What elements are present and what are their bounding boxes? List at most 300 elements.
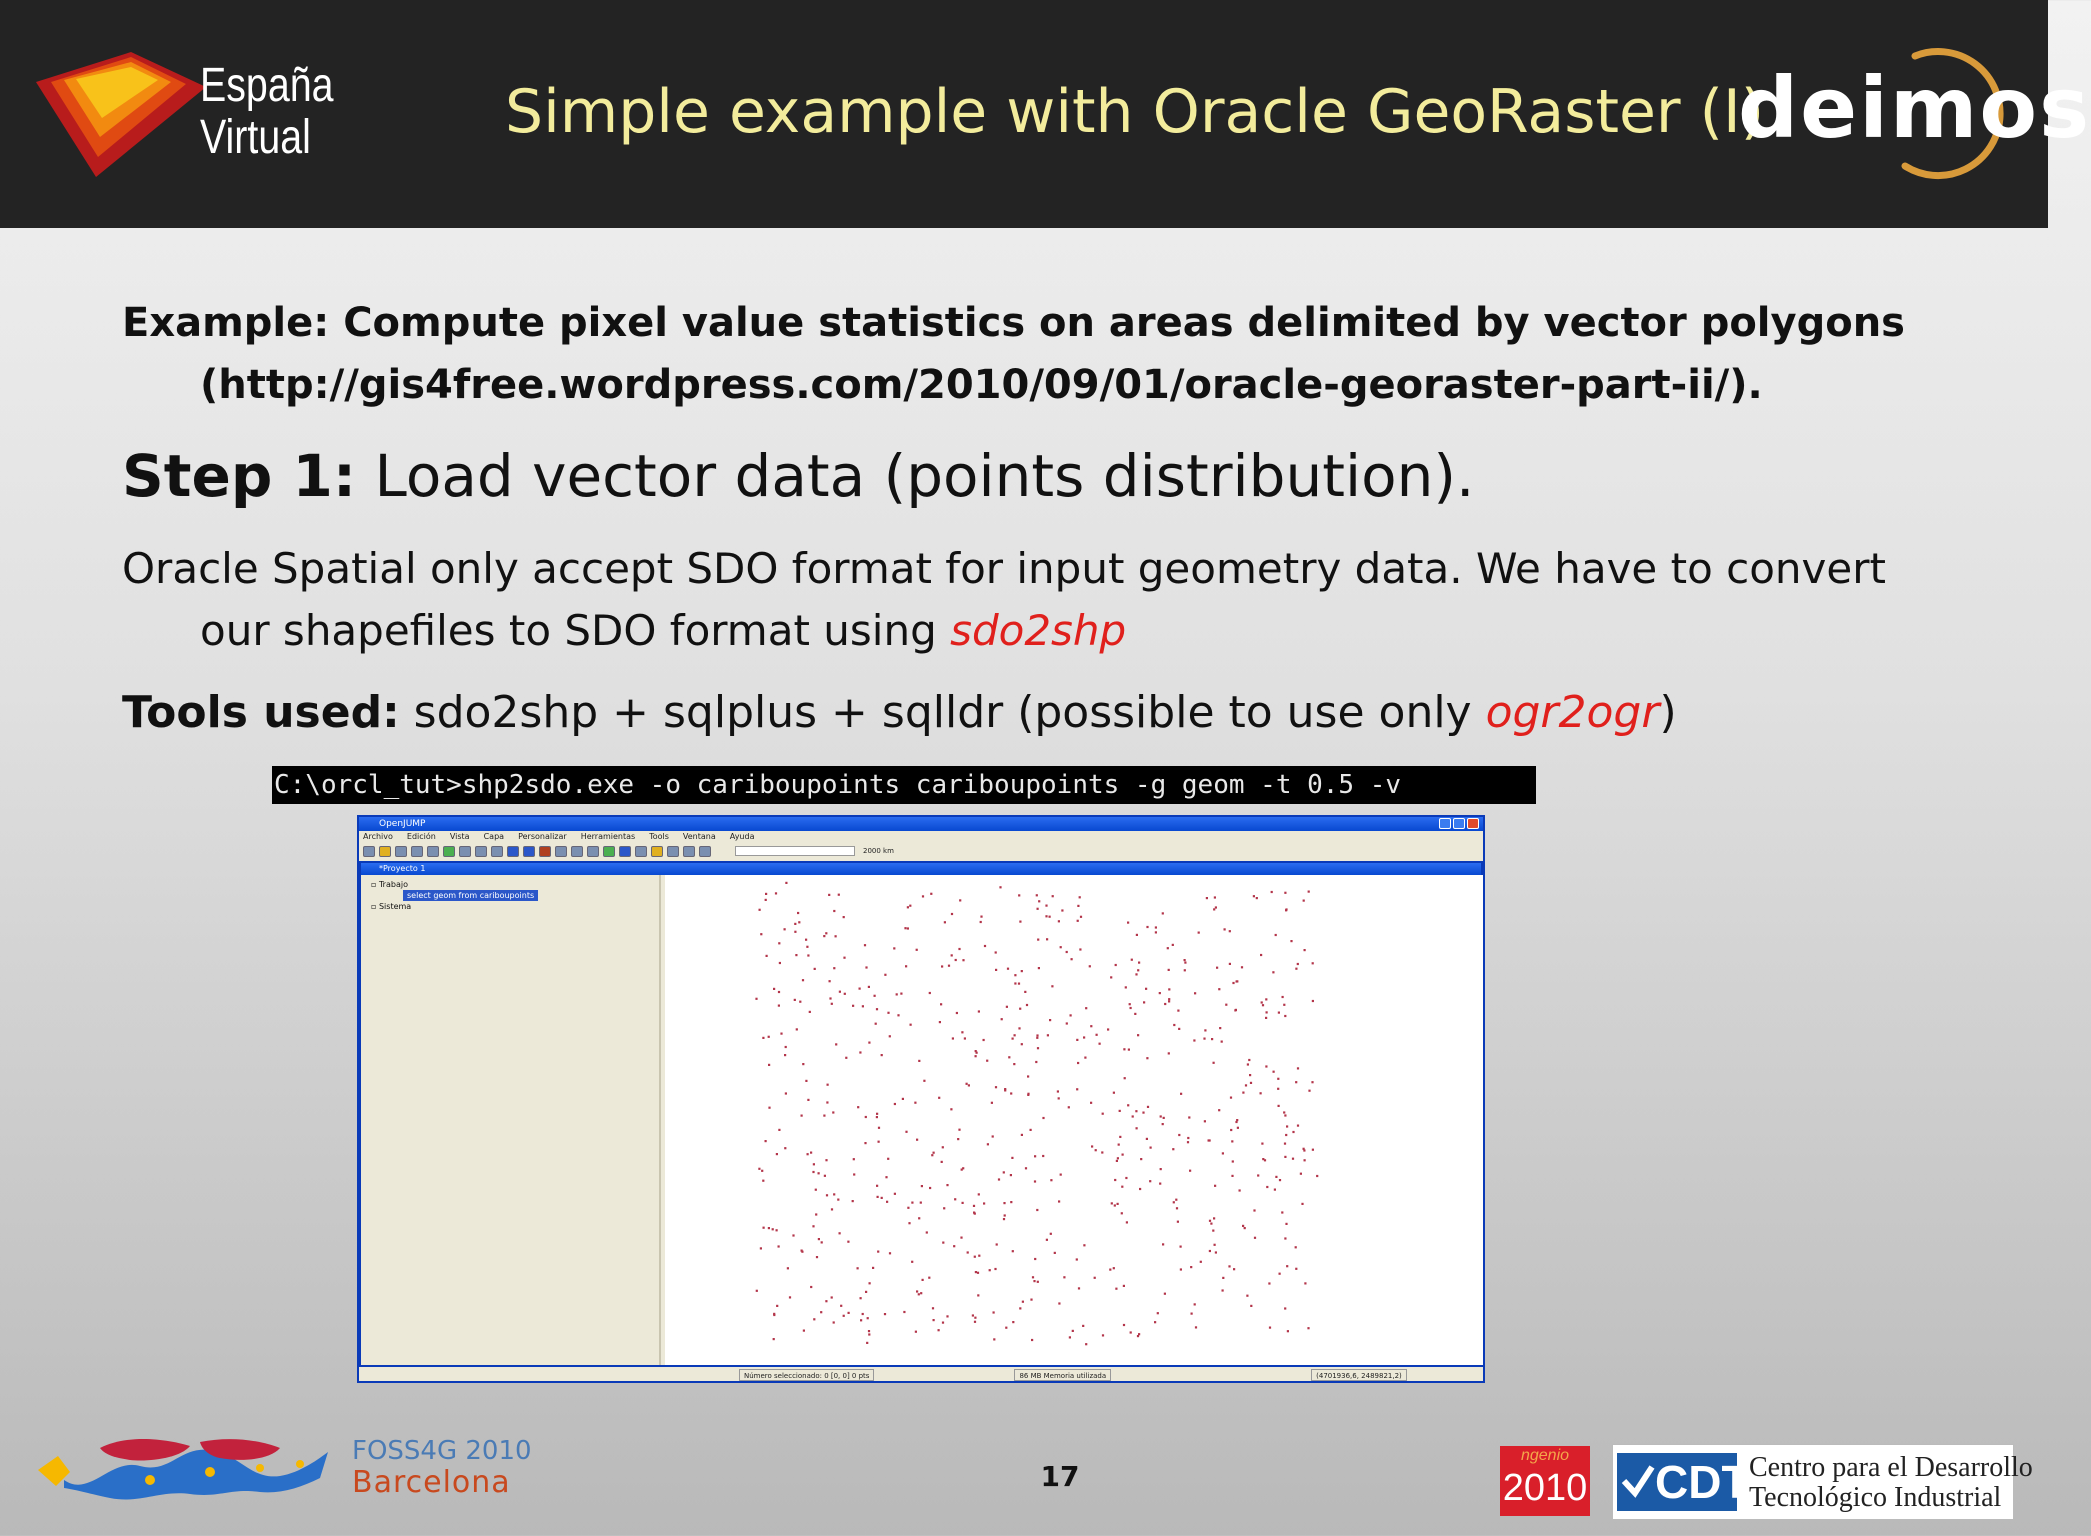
map-point: [962, 1167, 964, 1169]
map-point: [868, 1333, 870, 1335]
map-point: [959, 899, 961, 901]
map-point: [1058, 920, 1060, 922]
zoom-out-icon[interactable]: [475, 846, 487, 857]
map-point: [785, 882, 787, 884]
map-point: [833, 1321, 835, 1323]
page-number: 17: [1040, 1460, 1080, 1493]
tools-label: Tools used:: [122, 687, 400, 738]
map-point: [894, 1193, 896, 1195]
map-point: [1030, 1299, 1032, 1301]
undo-icon[interactable]: [667, 846, 679, 857]
map-point: [1279, 1273, 1281, 1275]
map-point: [1253, 1209, 1255, 1211]
map-point: [848, 1312, 850, 1314]
map-point: [1316, 1175, 1318, 1177]
map-point: [1119, 1110, 1121, 1112]
map-point: [1058, 1200, 1060, 1202]
save-icon[interactable]: [395, 846, 407, 857]
map-point: [1037, 908, 1039, 910]
map-point: [983, 1039, 985, 1041]
map-point: [1127, 1104, 1129, 1106]
map-point: [1090, 1025, 1092, 1027]
frame-icon[interactable]: [699, 846, 711, 857]
map-point: [1157, 1312, 1159, 1314]
tree-layer-selected[interactable]: select geom from cariboupoints: [403, 890, 538, 901]
map-point: [1030, 1129, 1032, 1131]
map-point: [1229, 930, 1231, 932]
map-point: [1237, 1127, 1239, 1129]
map-point: [833, 910, 835, 912]
map-point: [1042, 1117, 1044, 1119]
map-point: [943, 1207, 945, 1209]
map-point: [1206, 897, 1208, 899]
map-point: [1212, 1230, 1214, 1232]
map-point: [1139, 1188, 1141, 1190]
map-point: [780, 1033, 782, 1035]
zoom-icon[interactable]: [411, 846, 423, 857]
map-point: [946, 1184, 948, 1186]
map-point: [1190, 1266, 1192, 1268]
map-point: [1107, 1028, 1109, 1030]
map-point: [1273, 1071, 1275, 1073]
map-point: [1008, 1056, 1010, 1058]
map-point: [1076, 1039, 1078, 1041]
map-point: [852, 1005, 854, 1007]
map-point: [1295, 1246, 1297, 1248]
measure-icon[interactable]: [651, 846, 663, 857]
map-point: [1007, 968, 1009, 970]
tree-category-sistema-label: Sistema: [378, 902, 412, 911]
zoom-in-icon[interactable]: [459, 846, 471, 857]
map-point: [1113, 1267, 1115, 1269]
map-point: [1269, 1327, 1271, 1329]
map-point: [1034, 1258, 1036, 1260]
map-point: [1208, 1139, 1210, 1141]
map-point: [978, 1010, 980, 1012]
forward-icon[interactable]: [523, 846, 535, 857]
map-point: [1126, 1221, 1128, 1223]
tools-paragraph: [122, 682, 1942, 744]
map-point: [1076, 1258, 1078, 1260]
map-point: [1060, 1174, 1062, 1176]
map-point: [1180, 1093, 1182, 1095]
map-point: [1038, 900, 1040, 902]
map-point: [1037, 1047, 1039, 1049]
map-point: [1242, 1225, 1244, 1227]
map-point: [758, 1168, 760, 1170]
map-point: [1187, 1141, 1189, 1143]
map-point: [1089, 965, 1091, 967]
map-point: [778, 1005, 780, 1007]
map-point: [1173, 1201, 1175, 1203]
map-point: [1303, 900, 1305, 902]
grid-icon[interactable]: [555, 846, 567, 857]
map-point: [1162, 1123, 1164, 1125]
map-point: [1012, 1321, 1014, 1323]
map-point: [1058, 1302, 1060, 1304]
new-icon[interactable]: [363, 846, 375, 857]
map-point: [1187, 1137, 1189, 1139]
map-point: [933, 1152, 935, 1154]
map-point: [1180, 1268, 1182, 1270]
map-point: [784, 1054, 786, 1056]
map-point: [884, 1313, 886, 1315]
map-point: [885, 1176, 887, 1178]
map-point: [845, 1057, 847, 1059]
map-point: [942, 1146, 944, 1148]
map-canvas[interactable]: [665, 875, 1483, 1365]
menu-vista[interactable]: Vista: [449, 832, 470, 841]
map-point: [1193, 1039, 1195, 1041]
map-point: [952, 1037, 954, 1039]
ingenio-2010-logo: [1500, 1446, 1590, 1516]
map-point: [835, 1043, 837, 1045]
map-point: [1003, 1171, 1005, 1173]
map-point: [1096, 1034, 1098, 1036]
menu-tools[interactable]: Tools: [649, 832, 669, 841]
map-point: [1274, 1189, 1276, 1191]
redo-icon[interactable]: [683, 846, 695, 857]
map-point: [1014, 1034, 1016, 1036]
layer-tree: [361, 875, 661, 1365]
map-point: [794, 923, 796, 925]
command-line: C:\orcl_tut>shp2sdo.exe -o cariboupoints cariboupoints -g geom -t 0.5 -v: [272, 766, 1536, 804]
map-point: [1284, 1015, 1286, 1017]
map-point: [839, 1232, 841, 1234]
map-point: [1266, 1186, 1268, 1188]
map-point: [1037, 1281, 1039, 1283]
project-title: *Proyecto 1: [361, 863, 1481, 875]
example-link: (http://gis4free.wordpress.com/2010/09/01/oracle-georaster-part-ii/).: [200, 362, 1763, 408]
menu-herramientas[interactable]: Herramientas: [580, 832, 636, 841]
map-point: [1006, 1006, 1008, 1008]
map-point: [1246, 1295, 1248, 1297]
map-point: [831, 1003, 833, 1005]
map-point: [1231, 1175, 1233, 1177]
map-point: [1245, 1084, 1247, 1086]
cdti-mark: CDTI: [1617, 1453, 1737, 1511]
map-point: [1176, 1207, 1178, 1209]
tree-category-trabajo[interactable]: ▫ Trabajo: [371, 880, 408, 889]
status-selected: Número seleccionado: 0 [0, 0] 0 pts: [739, 1369, 874, 1381]
map-point: [930, 893, 932, 895]
map-point: [1038, 967, 1040, 969]
map-point: [1232, 1160, 1234, 1162]
map-point: [1114, 1204, 1116, 1206]
status-coords: (4701936,6, 2489821,2): [1311, 1369, 1407, 1381]
map-point: [1025, 1167, 1027, 1169]
map-point: [843, 1315, 845, 1317]
map-point: [864, 944, 866, 946]
map-point: [1191, 1313, 1193, 1315]
map-point: [785, 1046, 787, 1048]
map-point: [779, 962, 781, 964]
map-point: [868, 1330, 870, 1332]
map-point: [840, 1305, 842, 1307]
map-point: [1018, 894, 1020, 896]
map-point: [784, 928, 786, 930]
map-point: [914, 1102, 916, 1104]
map-point: [1256, 897, 1258, 899]
map-point: [964, 1037, 966, 1039]
menu-ayuda[interactable]: Ayuda: [729, 832, 755, 841]
menu-capa[interactable]: Capa: [483, 832, 505, 841]
map-point: [1214, 1244, 1216, 1246]
map-point: [1032, 1276, 1034, 1278]
map-point: [946, 1315, 948, 1317]
map-point: [948, 965, 950, 967]
espana-virtual-wordmark: [200, 59, 334, 164]
map-point: [1222, 1289, 1224, 1291]
map-point: [833, 967, 835, 969]
select-icon[interactable]: [571, 846, 583, 857]
map-point: [857, 1267, 859, 1269]
map-point: [792, 1234, 794, 1236]
map-point: [886, 1201, 888, 1203]
map-point: [865, 1291, 867, 1293]
map-point: [1303, 1149, 1305, 1151]
map-point: [1284, 1143, 1286, 1145]
map-point: [773, 988, 775, 990]
map-point: [941, 965, 943, 967]
map-point: [958, 1129, 960, 1131]
slide-title: Simple example with Oracle GeoRaster (I): [505, 77, 1765, 147]
scale-label: 2000 km: [863, 847, 894, 855]
globe-icon[interactable]: [443, 846, 455, 857]
map-point: [1109, 1269, 1111, 1271]
info-icon[interactable]: [619, 846, 631, 857]
map-point: [1001, 1018, 1003, 1020]
close-button[interactable]: [1467, 818, 1479, 829]
map-point: [1027, 1075, 1029, 1077]
map-point: [1198, 932, 1200, 934]
slide-header: [0, 0, 2091, 228]
map-point: [1021, 1134, 1023, 1136]
map-point: [1163, 1117, 1165, 1119]
espana-virtual-logo-icon: [36, 52, 206, 177]
map-point: [778, 1245, 780, 1247]
maximize-button[interactable]: [1453, 818, 1465, 829]
toolbar: [359, 843, 1483, 859]
map-point: [1277, 1078, 1279, 1080]
map-point: [1200, 1261, 1202, 1263]
map-point: [1262, 1004, 1264, 1006]
logo-text-line2: Virtual: [200, 111, 311, 164]
map-point: [1111, 1202, 1113, 1204]
map-point: [1078, 1287, 1080, 1289]
map-point: [942, 1242, 944, 1244]
map-point: [773, 1313, 775, 1315]
map-point: [918, 1293, 920, 1295]
oracle-line2: [122, 600, 1942, 662]
map-point: [916, 949, 918, 951]
map-point: [1278, 1105, 1280, 1107]
map-point: [1254, 1237, 1256, 1239]
map-point: [977, 1294, 979, 1296]
map-point: [1228, 1265, 1230, 1267]
map-point: [821, 1241, 823, 1243]
map-point: [1168, 1052, 1170, 1054]
map-point: [1117, 1203, 1119, 1205]
map-point: [1285, 1134, 1287, 1136]
map-point: [1248, 1059, 1250, 1061]
map-point: [1215, 906, 1217, 908]
map-point: [1147, 1106, 1149, 1108]
map-point: [926, 1231, 928, 1233]
map-point: [1150, 1147, 1152, 1149]
map-point: [975, 1055, 977, 1057]
map-point: [1099, 1043, 1101, 1045]
map-point: [843, 957, 845, 959]
tree-category-sistema[interactable]: ▫ Sistema: [371, 902, 412, 911]
map-point: [824, 1175, 826, 1177]
map-point: [1095, 1149, 1097, 1151]
map-point: [993, 1311, 995, 1313]
map-point: [916, 1290, 918, 1292]
map-point: [1138, 1333, 1140, 1335]
cdti-name: [1749, 1452, 2033, 1513]
map-point: [876, 1113, 878, 1115]
map-point: [1091, 1145, 1093, 1147]
map-point: [1027, 1093, 1029, 1095]
map-point: [1195, 1326, 1197, 1328]
map-point: [942, 1322, 944, 1324]
menu-ventana[interactable]: Ventana: [682, 832, 716, 841]
map-point: [1058, 1097, 1060, 1099]
map-point: [1253, 895, 1255, 897]
map-point: [765, 893, 767, 895]
map-point: [1177, 1221, 1179, 1223]
map-point: [1102, 1113, 1104, 1115]
map-point: [1284, 1114, 1286, 1116]
map-point: [1052, 895, 1054, 897]
map-point: [1018, 1027, 1020, 1029]
map-point: [1143, 1001, 1145, 1003]
oracle-paragraph: [122, 538, 1942, 662]
map-point: [810, 1286, 812, 1288]
map-point: [1236, 980, 1238, 982]
map-point: [1003, 1202, 1005, 1204]
map-point: [1224, 928, 1226, 930]
map-point: [818, 1172, 820, 1174]
map-point: [900, 993, 902, 995]
map-point: [829, 980, 831, 982]
map-point: [876, 1116, 878, 1118]
map-point: [762, 1180, 764, 1182]
map-point: [889, 1252, 891, 1254]
menu-personalizar[interactable]: Personalizar: [518, 832, 567, 841]
status-memory: 86 MB Memoria utilizada: [1014, 1369, 1111, 1381]
map-point: [1019, 1307, 1021, 1309]
map-point: [1004, 1088, 1006, 1090]
map-point: [1312, 1000, 1314, 1002]
map-point: [1068, 1106, 1070, 1108]
menu-edicion[interactable]: Edición: [406, 832, 436, 841]
map-point: [989, 1269, 991, 1271]
map-point: [911, 1261, 913, 1263]
map-point: [1079, 896, 1081, 898]
map-point: [1172, 1148, 1174, 1150]
checkmark-icon: [1621, 1461, 1655, 1501]
status-bar: [359, 1369, 1483, 1381]
map-point: [760, 1247, 762, 1249]
zoom-previous-icon[interactable]: [491, 846, 503, 857]
map-point: [796, 1028, 798, 1030]
map-point: [1049, 1019, 1051, 1021]
map-point: [916, 1139, 918, 1141]
ingenio-label: ngenio: [1520, 1447, 1570, 1464]
map-point: [1279, 1179, 1281, 1181]
minimize-button[interactable]: [1439, 818, 1451, 829]
map-point: [957, 1138, 959, 1140]
map-point: [1216, 967, 1218, 969]
map-point: [1045, 915, 1047, 917]
scale-slider[interactable]: [735, 846, 855, 856]
map-point: [1304, 1159, 1306, 1161]
map-point: [921, 1185, 923, 1187]
back-icon[interactable]: [507, 846, 519, 857]
map-point: [1308, 1090, 1310, 1092]
map-point: [759, 909, 761, 911]
map-point: [909, 905, 911, 907]
map-point: [992, 1135, 994, 1137]
map-point: [794, 999, 796, 1001]
map-point: [915, 1331, 917, 1333]
map-point: [1189, 1170, 1191, 1172]
map-point: [960, 1237, 962, 1239]
map-point: [1034, 1155, 1036, 1157]
map-point: [1024, 991, 1026, 993]
map-point: [1123, 1048, 1125, 1050]
map-point: [1311, 1081, 1313, 1083]
map-point: [1266, 1011, 1268, 1013]
map-point: [1049, 916, 1051, 918]
edit-icon[interactable]: [635, 846, 647, 857]
map-point: [978, 1255, 980, 1257]
map-point: [972, 1314, 974, 1316]
map-point: [1136, 1127, 1138, 1129]
layer-icon[interactable]: [603, 846, 615, 857]
map-point: [910, 1024, 912, 1026]
map-point: [1265, 1065, 1267, 1067]
map-point: [1283, 1111, 1285, 1113]
oracle-line1: Oracle Spatial only accept SDO format for input geometry data. We have to convert: [122, 544, 1886, 593]
refresh-icon[interactable]: [539, 846, 551, 857]
map-point: [1003, 1218, 1005, 1220]
map-point: [859, 988, 861, 990]
map-point: [1077, 905, 1079, 907]
map-point: [1204, 1029, 1206, 1031]
map-point: [755, 998, 757, 1000]
map-point: [1282, 996, 1284, 998]
map-point: [894, 1103, 896, 1105]
map-point: [1292, 1131, 1294, 1133]
open-icon[interactable]: [379, 846, 391, 857]
menu-archivo[interactable]: Archivo: [363, 832, 393, 841]
map-point: [1036, 1037, 1038, 1039]
map-point: [1134, 1013, 1136, 1015]
pan-icon[interactable]: [427, 846, 439, 857]
map-point: [1035, 1061, 1037, 1063]
delete-icon[interactable]: [587, 846, 599, 857]
map-point: [1160, 1115, 1162, 1117]
map-point: [911, 1202, 913, 1204]
map-point: [803, 1330, 805, 1332]
map-point: [1021, 1043, 1023, 1045]
map-point: [1261, 1143, 1263, 1145]
map-point: [1284, 1156, 1286, 1158]
map-point: [867, 1317, 869, 1319]
